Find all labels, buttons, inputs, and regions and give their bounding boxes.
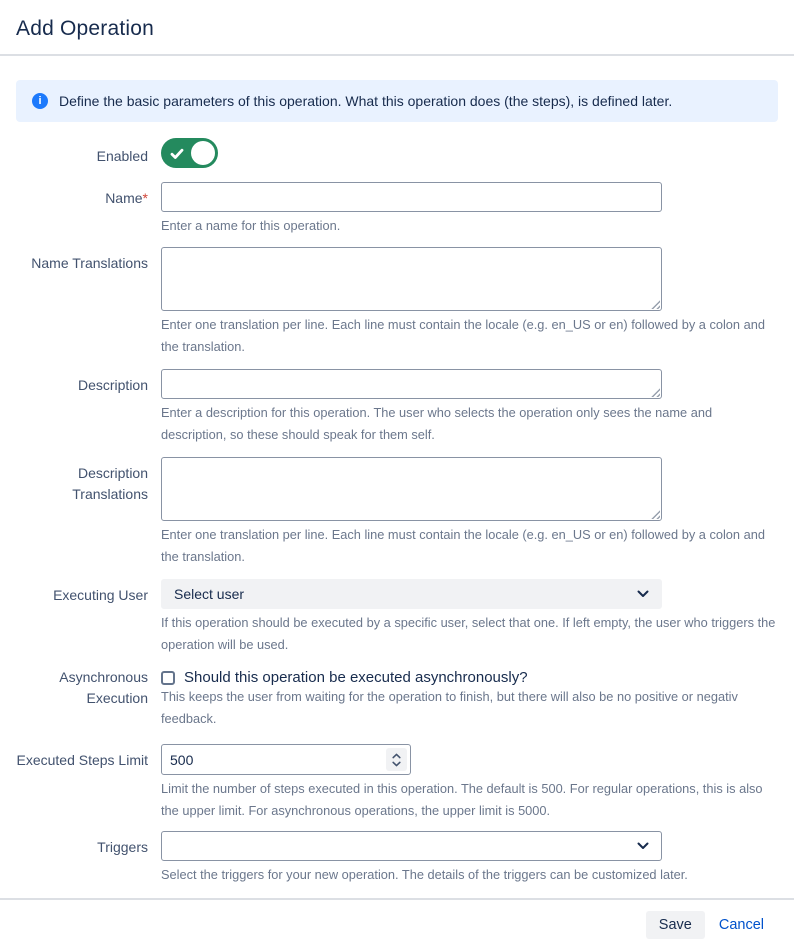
triggers-label: Triggers [97, 839, 148, 855]
form-row-triggers [0, 831, 794, 886]
toggle-knob [191, 141, 215, 165]
required-asterisk: * [142, 190, 148, 206]
save-button[interactable]: Save [646, 911, 705, 939]
description-textarea[interactable] [161, 369, 662, 399]
name-translations-help: Enter one translation per line. Each line must contain the locale (e.g. en_US or en) followed by a colon and the translation. [161, 317, 765, 354]
page-title: Add Operation [16, 17, 155, 40]
name-input[interactable] [161, 182, 662, 212]
triggers-select[interactable] [161, 831, 662, 861]
description-translations-label: Description Translations [72, 465, 148, 502]
description-translations-textarea[interactable] [161, 457, 662, 521]
form-row-asynchronous-execution [0, 665, 794, 730]
form-row-executed-steps-limit [0, 744, 794, 822]
dialog-header [0, 0, 794, 56]
check-icon [170, 147, 184, 165]
form-row-name [0, 182, 794, 237]
name-translations-label: Name Translations [31, 255, 148, 271]
executing-user-select[interactable] [161, 579, 662, 609]
executing-user-label: Executing User [53, 587, 148, 603]
form-row-description-translations [0, 457, 794, 568]
asynchronous-execution-checkbox-label[interactable]: Should this operation be executed asynchronously? [184, 669, 528, 686]
description-help: Enter a description for this operation. The user who selects the operation only sees the name and description, so these should speak for them self. [161, 405, 713, 442]
form [0, 122, 794, 886]
cancel-link[interactable]: Cancel [718, 917, 764, 933]
number-spinner[interactable] [386, 748, 407, 771]
name-help: Enter a name for this operation. [161, 218, 341, 233]
executing-user-help: If this operation should be executed by a specific user, select that one. If left empty, the user who triggers the operation will be used. [161, 615, 776, 652]
enabled-toggle[interactable] [161, 138, 218, 168]
info-icon: i [32, 93, 48, 109]
asynchronous-execution-checkbox[interactable] [161, 671, 175, 685]
form-row-executing-user [0, 579, 794, 656]
triggers-help: Select the triggers for your new operation. The details of the triggers can be customized later. [161, 867, 688, 882]
executing-user-selected-value: Select user [174, 586, 245, 602]
executed-steps-limit-label: Executed Steps Limit [16, 752, 148, 768]
name-label: Name* [105, 190, 148, 206]
chevron-down-icon [392, 761, 401, 767]
dialog-footer [0, 898, 794, 939]
form-row-description [0, 369, 794, 446]
chevron-down-icon [637, 590, 649, 598]
executed-steps-limit-help: Limit the number of steps executed in this operation. The default is 500. For regular operations, this is also the upper limit. For asynchronous operations, the upper limit is 5000. [161, 781, 763, 818]
form-row-name-translations [0, 247, 794, 358]
chevron-down-icon [637, 842, 649, 850]
executed-steps-limit-input[interactable] [161, 744, 411, 775]
chevron-up-icon [392, 753, 401, 759]
name-translations-textarea[interactable] [161, 247, 662, 311]
form-row-enabled [0, 138, 794, 173]
description-translations-help: Enter one translation per line. Each line must contain the locale (e.g. en_US or en) followed by a colon and the translation. [161, 527, 765, 564]
info-banner-text: Define the basic parameters of this operation. What this operation does (the steps), is defined later. [59, 93, 673, 109]
enabled-label: Enabled [96, 148, 148, 164]
asynchronous-execution-help: This keeps the user from waiting for the operation to finish, but there will also be no positive or negativ feedback. [161, 689, 738, 726]
description-label: Description [77, 377, 148, 393]
asynchronous-execution-label: Asynchronous Execution [59, 669, 148, 706]
info-banner [16, 80, 778, 122]
